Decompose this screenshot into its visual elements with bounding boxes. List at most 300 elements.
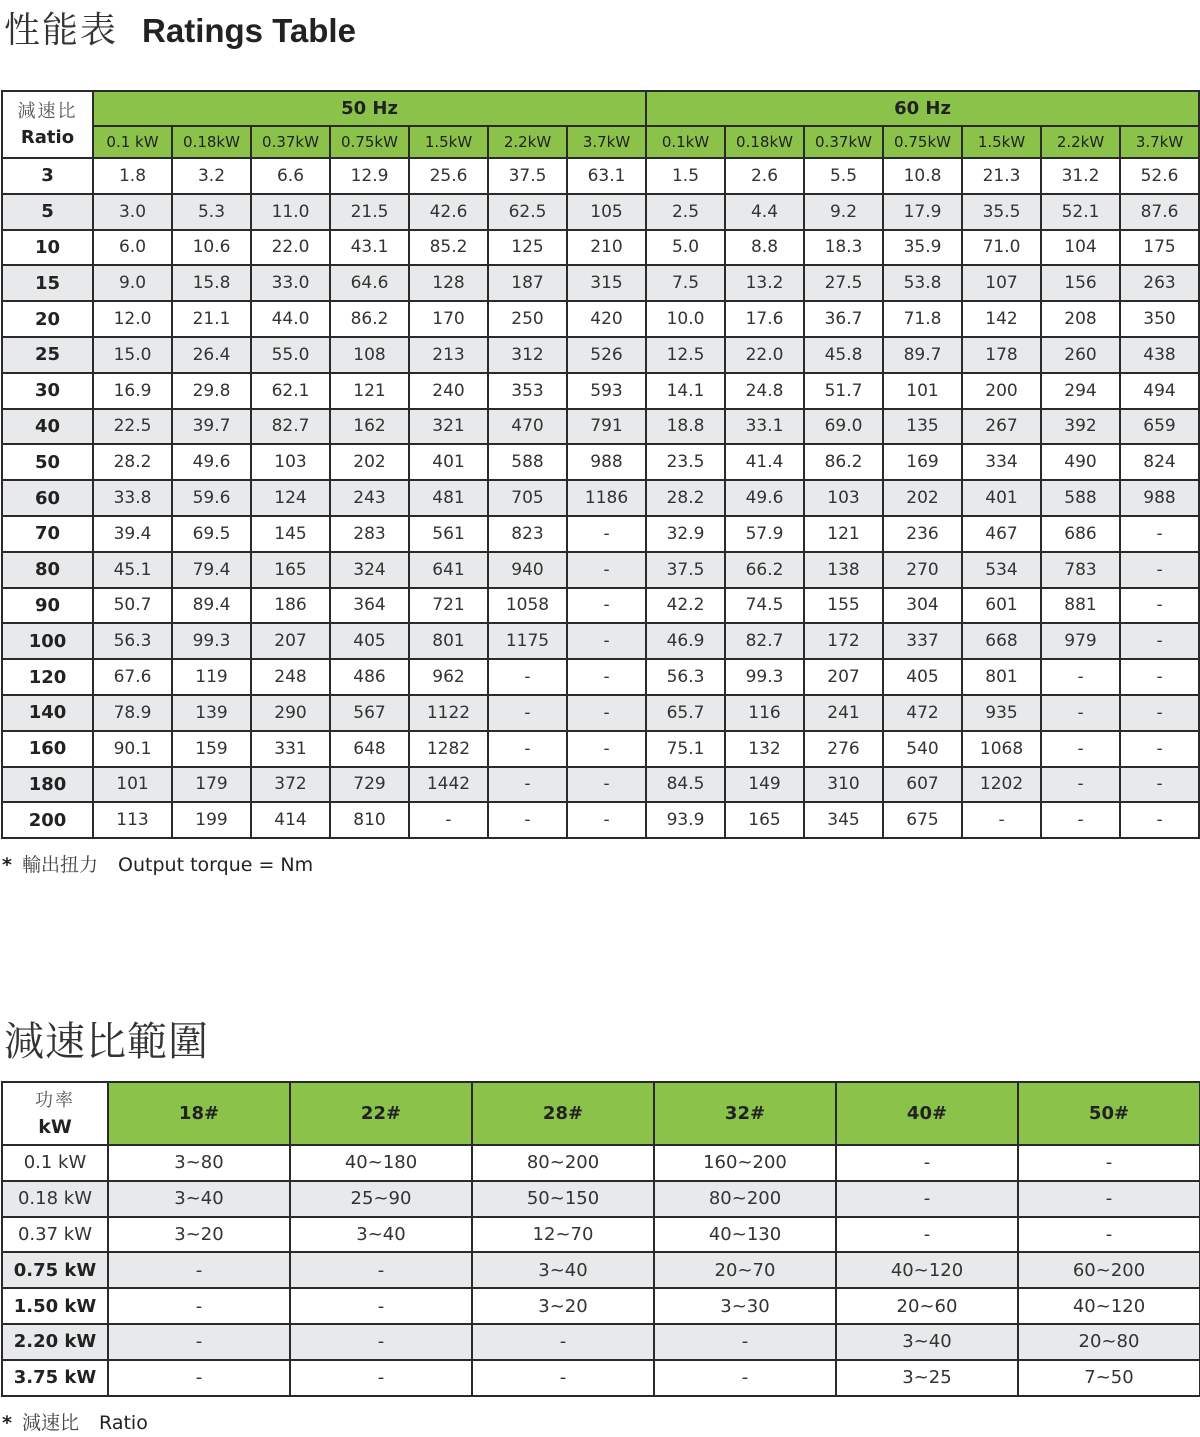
torque-cell: 31.2 (1041, 158, 1120, 194)
torque-cell: 1186 (567, 480, 646, 516)
torque-cell: 26.4 (172, 337, 251, 373)
torque-cell: - (1041, 802, 1120, 838)
power-header-50hz: 0.37kW (251, 126, 330, 158)
torque-cell: 57.9 (725, 516, 804, 552)
torque-cell: 467 (962, 516, 1041, 552)
torque-cell: 202 (883, 480, 962, 516)
torque-cell: 36.7 (804, 301, 883, 337)
torque-cell: 567 (330, 695, 409, 731)
torque-cell: 7.5 (646, 265, 725, 301)
range-cell: 60~200 (1018, 1252, 1200, 1288)
torque-cell: 82.7 (251, 409, 330, 445)
range-cell: - (472, 1360, 654, 1396)
torque-cell: 470 (488, 409, 567, 445)
torque-cell: 165 (251, 552, 330, 588)
torque-cell: 17.6 (725, 301, 804, 337)
range-cell: - (1018, 1181, 1200, 1217)
torque-cell: 472 (883, 695, 962, 731)
ratio-label: 180 (2, 767, 93, 803)
range-cell: 40~180 (290, 1145, 472, 1181)
range-cell: 3~40 (290, 1217, 472, 1253)
ratio-label: 5 (2, 194, 93, 230)
table-row (2, 194, 1199, 230)
torque-cell: 962 (409, 659, 488, 695)
torque-cell: 22.5 (93, 409, 172, 445)
torque-cell: 15.8 (172, 265, 251, 301)
power-header-50hz: 3.7kW (567, 126, 646, 158)
range-cell: - (290, 1324, 472, 1360)
torque-cell: 64.6 (330, 265, 409, 301)
torque-cell: 10.8 (883, 158, 962, 194)
size-header: 18# (108, 1082, 290, 1145)
torque-cell: 2.6 (725, 158, 804, 194)
power-label: 0.37 kW (2, 1217, 108, 1253)
torque-cell: 364 (330, 588, 409, 624)
power-label: 0.1 kW (2, 1145, 108, 1181)
range-cell: 3~25 (836, 1360, 1018, 1396)
ratio-label: 90 (2, 588, 93, 624)
torque-cell: 601 (962, 588, 1041, 624)
torque-cell: 74.5 (725, 588, 804, 624)
ratio-label: 160 (2, 731, 93, 767)
torque-cell: 52.1 (1041, 194, 1120, 230)
torque-cell: 125 (488, 230, 567, 266)
ratio-label: 40 (2, 409, 93, 445)
power-corner-cn: 功率 (35, 1089, 75, 1111)
torque-cell: 86.2 (804, 444, 883, 480)
torque-cell: 71.8 (883, 301, 962, 337)
torque-cell: 1122 (409, 695, 488, 731)
torque-cell: 263 (1120, 265, 1199, 301)
torque-cell: 988 (567, 444, 646, 480)
torque-cell: 494 (1120, 373, 1199, 409)
torque-cell: 145 (251, 516, 330, 552)
torque-cell: 4.4 (725, 194, 804, 230)
table-row (2, 409, 1199, 445)
torque-cell: 1282 (409, 731, 488, 767)
range-cell: - (290, 1360, 472, 1396)
ratio-label: 10 (2, 230, 93, 266)
torque-cell: 44.0 (251, 301, 330, 337)
torque-cell: 21.5 (330, 194, 409, 230)
torque-cell: 593 (567, 373, 646, 409)
torque-cell: 324 (330, 552, 409, 588)
torque-cell: 82.7 (725, 623, 804, 659)
table-row (2, 516, 1199, 552)
torque-cell: 213 (409, 337, 488, 373)
torque-cell: 405 (883, 659, 962, 695)
torque-cell: 315 (567, 265, 646, 301)
torque-cell: 156 (1041, 265, 1120, 301)
note-cn: 輸出扭力 (21, 854, 98, 876)
torque-cell: 124 (251, 480, 330, 516)
torque-note (2, 850, 313, 877)
torque-cell: 420 (567, 301, 646, 337)
torque-cell: 208 (1041, 301, 1120, 337)
range-cell: 40~120 (836, 1252, 1018, 1288)
torque-cell: 27.5 (804, 265, 883, 301)
torque-cell: 236 (883, 516, 962, 552)
page-title-en: Ratings Table (142, 12, 356, 49)
torque-cell: 142 (962, 301, 1041, 337)
torque-cell: 28.2 (646, 480, 725, 516)
torque-cell: 50.7 (93, 588, 172, 624)
torque-cell: 8.8 (725, 230, 804, 266)
torque-cell: 1058 (488, 588, 567, 624)
torque-cell: 405 (330, 623, 409, 659)
torque-cell: 304 (883, 588, 962, 624)
torque-cell: 155 (804, 588, 883, 624)
torque-cell: 62.5 (488, 194, 567, 230)
torque-cell: 89.4 (172, 588, 251, 624)
torque-cell: 52.6 (1120, 158, 1199, 194)
range-cell: 50~150 (472, 1181, 654, 1217)
torque-cell: 6.0 (93, 230, 172, 266)
torque-cell: 162 (330, 409, 409, 445)
torque-cell: 22.0 (251, 230, 330, 266)
ratio-label: 140 (2, 695, 93, 731)
torque-cell: 107 (962, 265, 1041, 301)
torque-cell: 240 (409, 373, 488, 409)
torque-cell: 15.0 (93, 337, 172, 373)
torque-cell: 783 (1041, 552, 1120, 588)
torque-cell: 29.8 (172, 373, 251, 409)
torque-cell: 169 (883, 444, 962, 480)
table-row (2, 230, 1199, 266)
torque-cell: 588 (488, 444, 567, 480)
torque-cell: 392 (1041, 409, 1120, 445)
range-cell: 7~50 (1018, 1360, 1200, 1396)
size-header: 32# (654, 1082, 836, 1145)
torque-cell: 267 (962, 409, 1041, 445)
torque-cell: 260 (1041, 337, 1120, 373)
torque-cell: 823 (488, 516, 567, 552)
torque-cell: - (409, 802, 488, 838)
torque-cell: 33.0 (251, 265, 330, 301)
table-row (2, 158, 1199, 194)
torque-cell: 187 (488, 265, 567, 301)
torque-cell: 607 (883, 767, 962, 803)
range-cell: - (836, 1181, 1018, 1217)
torque-cell: - (567, 731, 646, 767)
torque-cell: 32.9 (646, 516, 725, 552)
torque-cell: 6.6 (251, 158, 330, 194)
note-star: * (2, 854, 12, 876)
torque-cell: 108 (330, 337, 409, 373)
torque-cell: 312 (488, 337, 567, 373)
table-row (2, 695, 1199, 731)
page-title (4, 2, 356, 51)
torque-cell: 103 (251, 444, 330, 480)
range-cell: - (836, 1217, 1018, 1253)
torque-cell: 42.6 (409, 194, 488, 230)
power-header-50hz: 2.2kW (488, 126, 567, 158)
torque-cell: - (1120, 588, 1199, 624)
torque-cell: 90.1 (93, 731, 172, 767)
torque-cell: 2.5 (646, 194, 725, 230)
torque-cell: 17.9 (883, 194, 962, 230)
table-row (2, 1324, 1200, 1360)
power-header-60hz: 0.1kW (646, 126, 725, 158)
torque-cell: 101 (883, 373, 962, 409)
torque-cell: 86.2 (330, 301, 409, 337)
table-row (2, 588, 1199, 624)
torque-cell: 5.3 (172, 194, 251, 230)
range-cell: 160~200 (654, 1145, 836, 1181)
torque-cell: 39.4 (93, 516, 172, 552)
range-cell: 3~20 (472, 1288, 654, 1324)
torque-cell: 641 (409, 552, 488, 588)
range-cell: 12~70 (472, 1217, 654, 1253)
torque-cell: 101 (93, 767, 172, 803)
ratio-label: 30 (2, 373, 93, 409)
torque-cell: 401 (962, 480, 1041, 516)
power-header-60hz: 0.37kW (804, 126, 883, 158)
torque-cell: 93.9 (646, 802, 725, 838)
torque-cell: 121 (804, 516, 883, 552)
torque-cell: 337 (883, 623, 962, 659)
torque-cell: 1442 (409, 767, 488, 803)
table-row (2, 802, 1199, 838)
page-title-cn: 性能表 (4, 10, 119, 51)
torque-cell: 55.0 (251, 337, 330, 373)
torque-cell: 37.5 (488, 158, 567, 194)
note2-cn: 減速比 (21, 1412, 79, 1434)
torque-cell: - (567, 516, 646, 552)
ratio-corner-en: Ratio (20, 126, 75, 148)
torque-cell: 486 (330, 659, 409, 695)
torque-cell: 104 (1041, 230, 1120, 266)
torque-cell: 248 (251, 659, 330, 695)
ratio-label: 100 (2, 623, 93, 659)
hz-50-header: 50 Hz (93, 91, 646, 126)
power-header-50hz: 0.1 kW (93, 126, 172, 158)
power-label: 3.75 kW (2, 1360, 108, 1396)
torque-cell: 881 (1041, 588, 1120, 624)
torque-cell: 135 (883, 409, 962, 445)
range-cell: - (654, 1324, 836, 1360)
torque-cell: 9.0 (93, 265, 172, 301)
torque-cell: 810 (330, 802, 409, 838)
torque-cell: 69.0 (804, 409, 883, 445)
torque-cell: 159 (172, 731, 251, 767)
range-cell: 25~90 (290, 1181, 472, 1217)
torque-cell: 75.1 (646, 731, 725, 767)
range-cell: 80~200 (654, 1181, 836, 1217)
torque-cell: 35.9 (883, 230, 962, 266)
table-row (2, 659, 1199, 695)
torque-cell: 56.3 (646, 659, 725, 695)
power-header-60hz: 2.2kW (1041, 126, 1120, 158)
torque-cell: - (567, 588, 646, 624)
torque-cell: 438 (1120, 337, 1199, 373)
torque-cell: 67.6 (93, 659, 172, 695)
torque-cell: - (1041, 659, 1120, 695)
torque-cell: 71.0 (962, 230, 1041, 266)
torque-cell: 824 (1120, 444, 1199, 480)
torque-cell: 37.5 (646, 552, 725, 588)
range-cell: 20~80 (1018, 1324, 1200, 1360)
torque-cell: 294 (1041, 373, 1120, 409)
torque-cell: 5.0 (646, 230, 725, 266)
table-row (2, 1252, 1200, 1288)
torque-cell: 84.5 (646, 767, 725, 803)
range-cell: 80~200 (472, 1145, 654, 1181)
torque-cell: 979 (1041, 623, 1120, 659)
power-header-50hz: 0.18kW (172, 126, 251, 158)
torque-cell: 18.8 (646, 409, 725, 445)
ratio-range-table (1, 1081, 1200, 1397)
range-cell: 3~20 (108, 1217, 290, 1253)
range-cell: - (290, 1288, 472, 1324)
torque-cell: 69.5 (172, 516, 251, 552)
torque-cell: 988 (1120, 480, 1199, 516)
range-cell: 3~40 (836, 1324, 1018, 1360)
size-header: 40# (836, 1082, 1018, 1145)
torque-cell: 241 (804, 695, 883, 731)
torque-cell: 10.6 (172, 230, 251, 266)
torque-cell: 5.5 (804, 158, 883, 194)
range-cell: - (1018, 1145, 1200, 1181)
range-cell: - (472, 1324, 654, 1360)
torque-cell: 46.9 (646, 623, 725, 659)
torque-cell: 276 (804, 731, 883, 767)
torque-cell: 14.1 (646, 373, 725, 409)
torque-cell: 121 (330, 373, 409, 409)
torque-cell: - (1120, 695, 1199, 731)
torque-cell: - (1120, 802, 1199, 838)
torque-cell: 210 (567, 230, 646, 266)
range-cell: - (108, 1288, 290, 1324)
torque-cell: 481 (409, 480, 488, 516)
range-cell: - (108, 1360, 290, 1396)
ratio-corner-cn: 減速比 (17, 100, 78, 122)
ratio-label: 25 (2, 337, 93, 373)
ratio-label: 3 (2, 158, 93, 194)
torque-cell: 310 (804, 767, 883, 803)
ratings-table (1, 90, 1200, 839)
table-row (2, 337, 1199, 373)
power-header-60hz: 0.18kW (725, 126, 804, 158)
torque-cell: 45.8 (804, 337, 883, 373)
table-row (2, 1181, 1200, 1217)
torque-cell: 87.6 (1120, 194, 1199, 230)
power-label: 2.20 kW (2, 1324, 108, 1360)
torque-cell: 128 (409, 265, 488, 301)
torque-cell: 105 (567, 194, 646, 230)
torque-cell: 23.5 (646, 444, 725, 480)
torque-cell: 940 (488, 552, 567, 588)
torque-cell: 35.5 (962, 194, 1041, 230)
power-label: 0.75 kW (2, 1252, 108, 1288)
torque-cell: 414 (251, 802, 330, 838)
torque-cell: 243 (330, 480, 409, 516)
torque-cell: 99.3 (172, 623, 251, 659)
torque-cell: 170 (409, 301, 488, 337)
torque-cell: 3.2 (172, 158, 251, 194)
ratio-label: 20 (2, 301, 93, 337)
torque-cell: 11.0 (251, 194, 330, 230)
torque-cell: 51.7 (804, 373, 883, 409)
torque-cell: 138 (804, 552, 883, 588)
table-row (2, 731, 1199, 767)
torque-cell: 490 (1041, 444, 1120, 480)
torque-cell: 119 (172, 659, 251, 695)
torque-cell: - (488, 767, 567, 803)
torque-cell: - (488, 802, 567, 838)
torque-cell: 729 (330, 767, 409, 803)
power-header-60hz: 0.75kW (883, 126, 962, 158)
torque-cell: 66.2 (725, 552, 804, 588)
torque-cell: 200 (962, 373, 1041, 409)
torque-cell: 12.5 (646, 337, 725, 373)
torque-cell: 49.6 (172, 444, 251, 480)
torque-cell: - (1041, 695, 1120, 731)
torque-cell: 659 (1120, 409, 1199, 445)
table-row (2, 444, 1199, 480)
torque-cell: 113 (93, 802, 172, 838)
torque-cell: 1202 (962, 767, 1041, 803)
torque-cell: - (1041, 767, 1120, 803)
range-cell: - (1018, 1217, 1200, 1253)
torque-cell: 686 (1041, 516, 1120, 552)
torque-cell: 534 (962, 552, 1041, 588)
torque-cell: 270 (883, 552, 962, 588)
range-cell: 3~30 (654, 1288, 836, 1324)
torque-cell: 172 (804, 623, 883, 659)
torque-cell: 103 (804, 480, 883, 516)
range-cell: 40~120 (1018, 1288, 1200, 1324)
ratio-label: 50 (2, 444, 93, 480)
torque-cell: - (567, 695, 646, 731)
table-row (2, 373, 1199, 409)
torque-cell: 79.4 (172, 552, 251, 588)
range-cell: - (108, 1252, 290, 1288)
torque-cell: 401 (409, 444, 488, 480)
torque-cell: 63.1 (567, 158, 646, 194)
power-header-50hz: 0.75kW (330, 126, 409, 158)
torque-cell: 62.1 (251, 373, 330, 409)
torque-cell: - (488, 695, 567, 731)
hz-60-header: 60 Hz (646, 91, 1199, 126)
torque-cell: 675 (883, 802, 962, 838)
torque-cell: 199 (172, 802, 251, 838)
torque-cell: 139 (172, 695, 251, 731)
table-row (2, 480, 1199, 516)
torque-cell: 99.3 (725, 659, 804, 695)
range-cell: - (654, 1360, 836, 1396)
torque-cell: 175 (1120, 230, 1199, 266)
power-header-60hz: 1.5kW (962, 126, 1041, 158)
note-en: Output torque = Nm (118, 854, 314, 876)
torque-cell: 178 (962, 337, 1041, 373)
torque-cell: 705 (488, 480, 567, 516)
torque-cell: 18.3 (804, 230, 883, 266)
torque-cell: - (1120, 623, 1199, 659)
torque-cell: - (488, 731, 567, 767)
torque-cell: - (1120, 659, 1199, 695)
torque-cell: 85.2 (409, 230, 488, 266)
torque-cell: 526 (567, 337, 646, 373)
torque-cell: 41.4 (725, 444, 804, 480)
table-row (2, 552, 1199, 588)
torque-cell: 132 (725, 731, 804, 767)
ratio-label: 15 (2, 265, 93, 301)
table-row (2, 1217, 1200, 1253)
torque-cell: 331 (251, 731, 330, 767)
torque-cell: 28.2 (93, 444, 172, 480)
power-header-50hz: 1.5kW (409, 126, 488, 158)
